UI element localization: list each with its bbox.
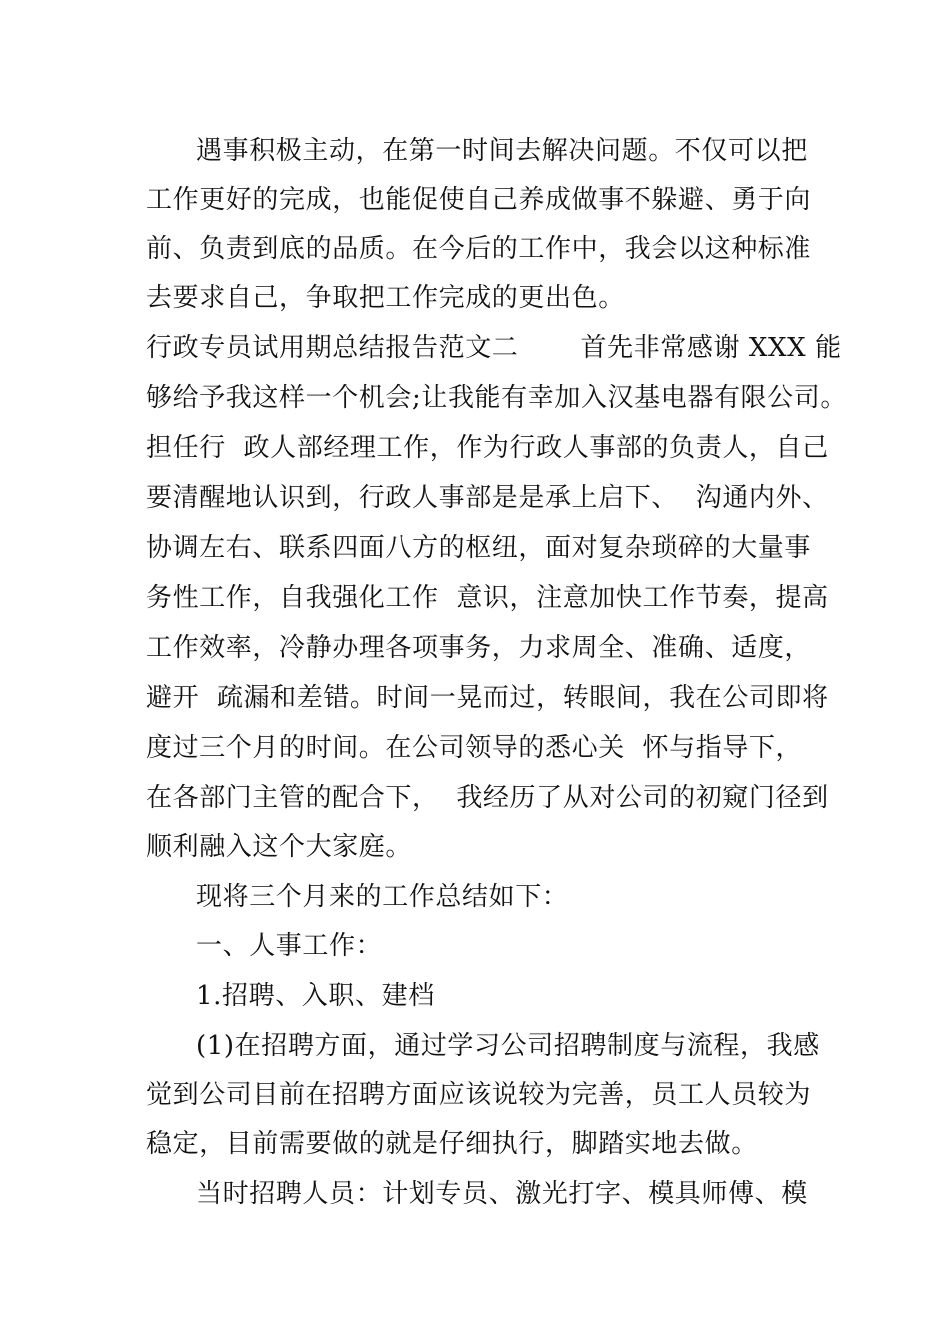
text-line-2: 工作更好的完成，也能促使自己养成做事不躲避、勇于向 xyxy=(146,185,812,215)
text-line-16: 现将三个月来的工作总结如下： xyxy=(196,882,569,912)
text-line-22: 当时招聘人员：计划专员、激光打字、模具师傅、模 xyxy=(196,1179,808,1209)
subheading-recruitment: 1.招聘、入职、建档 xyxy=(196,981,435,1011)
text-line-19: (1)在招聘方面，通过学习公司招聘制度与流程，我感 xyxy=(196,1031,820,1061)
text-line-1: 遇事积极主动，在第一时间去解决问题。不仅可以把 xyxy=(196,136,808,166)
text-line-10: 务性工作，自我强化工作 意识，注意加快工作节奏，提高 xyxy=(146,583,829,613)
text-line-21: 稳定，目前需要做的就是仔细执行，脚踏实地去做。 xyxy=(146,1129,758,1159)
text-line-12: 避开 疏漏和差错。时间一晃而过，转眼间，我在公司即将 xyxy=(146,683,829,713)
text-line-13: 度过三个月的时间。在公司领导的悉心关 怀与指导下， xyxy=(146,733,803,763)
text-line-20: 觉到公司目前在招聘方面应该说较为完善，员工人员较为 xyxy=(146,1080,812,1110)
text-line-14: 在各部门主管的配合下， 我经历了从对公司的初窥门径到 xyxy=(146,783,829,813)
section-heading-line: 行政专员试用期总结报告范文二 首先非常感谢 XXX 能 xyxy=(146,333,842,363)
text-line-15: 顺利融入这个大家庭。 xyxy=(146,832,413,862)
text-line-9: 协调左右、联系四面八方的枢纽，面对复杂琐碎的大量事 xyxy=(146,533,812,563)
text-line-3: 前、负责到底的品质。在今后的工作中，我会以这种标准 xyxy=(146,234,812,264)
text-line-6: 够给予我这样一个机会;让我能有幸加入汉基电器有限公司。 xyxy=(146,383,847,413)
text-line-4: 去要求自己，争取把工作完成的更出色。 xyxy=(146,283,625,313)
text-line-8: 要清醒地认识到，行政人事部是是承上启下、 沟通内外、 xyxy=(146,483,829,513)
text-line-11: 工作效率，冷静办理各项事务，力求周全、准确、适度， xyxy=(146,633,812,663)
text-line-7: 担任行 政人部经理工作，作为行政人事部的负责人，自己 xyxy=(146,433,829,463)
subheading-personnel-work: 一、人事工作： xyxy=(196,931,383,961)
